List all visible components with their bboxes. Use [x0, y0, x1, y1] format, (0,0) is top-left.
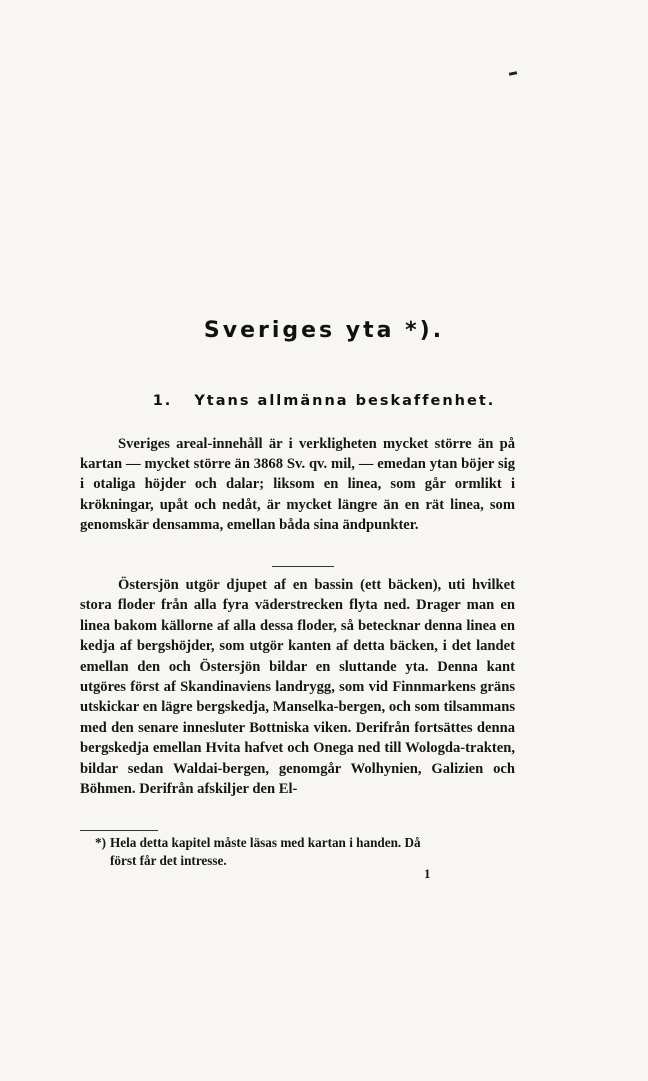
footnote-rule: [80, 830, 158, 831]
paragraph-text: Sveriges areal-innehåll är i verkligheten mycket större än på kartan — mycket större än 3868 Sv. qv. mil, — emedan ytan böjer sig i otaliga höjder och dalar; liksom en linea, som går ormlikt i krökningar, upåt och nedåt, är mycket längre än en rät linea, som genomskär densamma, emellan båda sina ändpunkter.: [80, 436, 515, 533]
chapter-title: Sveriges yta *).: [203, 318, 445, 343]
footnote-line-2: först får det intresse.: [110, 853, 227, 868]
section-heading: [0, 393, 648, 409]
footnote-line-1: Hela detta kapitel måste läsas med kartan i handen. Då: [110, 835, 421, 850]
section-divider: [272, 566, 334, 567]
ink-mark: [509, 71, 517, 76]
paragraph-1: [80, 434, 515, 535]
section-number: 1.: [152, 393, 173, 409]
paragraph-2: [80, 575, 515, 799]
page-number: 1: [424, 866, 431, 881]
footnote: [80, 834, 515, 870]
section-title: Ytans allmänna beskaffenhet.: [194, 393, 496, 409]
footnote-marker: *): [95, 835, 106, 850]
paragraph-text: Östersjön utgör djupet af en bassin (ett bäcken), uti hvilket stora floder från alla fyra väderstrecken flyta ned. Drager man en linea bakom källorne af alla dessa floder, så betecknar denna linea en kedja af bergshöjder, som utgör kanten af detta bäcken, i det landet emellan den och Östersjön bildar en sluttande yta. Denna kant utgöres först af Skandinaviens landrygg, som vid Finnmarkens gräns utskickar en lägre bergskedja, Manselka-bergen, och som tilsammans med den senare innesluter Bottniska viken. Derifrån fortsättes denna bergskedja emellan Hvita hafvet och Onega ned till Wologda-trakten, bildar sedan Waldai-bergen, genomgår Wolhynien, Galizien och Böhmen. Derifrån afskiljer den El-: [80, 577, 515, 798]
